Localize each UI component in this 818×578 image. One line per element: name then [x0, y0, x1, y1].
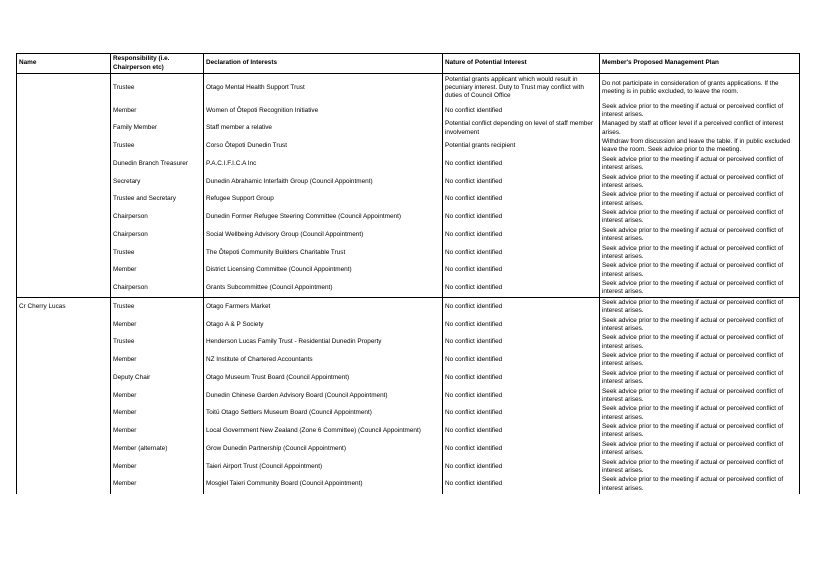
cell-nature: No conflict identified	[443, 476, 600, 494]
header-name: Name	[17, 54, 111, 74]
cell-responsibility: Trustee	[111, 138, 204, 156]
cell-name	[17, 120, 111, 138]
table-row	[17, 138, 800, 156]
cell-name	[17, 405, 111, 423]
cell-declaration: Otago Mental Health Support Trust	[204, 74, 443, 103]
cell-responsibility: Member	[111, 102, 204, 120]
cell-responsibility: Member	[111, 458, 204, 476]
cell-declaration: The Ōtepoti Community Builders Charitable Trust	[204, 244, 443, 262]
cell-declaration: Toitū Otago Settlers Museum Board (Council Appointment)	[204, 405, 443, 423]
cell-responsibility: Member	[111, 316, 204, 334]
cell-plan: Managed by staff at officer level if a perceived conflict of interest arises.	[600, 120, 800, 138]
cell-declaration: NZ Institute of Chartered Accountants	[204, 352, 443, 370]
cell-plan: Seek advice prior to the meeting if actual or perceived conflict of interest arises.	[600, 423, 800, 441]
cell-name	[17, 173, 111, 191]
cell-plan: Seek advice prior to the meeting if actual or perceived conflict of interest arises.	[600, 244, 800, 262]
table-row	[17, 209, 800, 227]
cell-nature: No conflict identified	[443, 262, 600, 280]
cell-plan: Seek advice prior to the meeting if actual or perceived conflict of interest arises.	[600, 262, 800, 280]
table-row	[17, 405, 800, 423]
cell-plan: Seek advice prior to the meeting if actual or perceived conflict of interest arises.	[600, 298, 800, 316]
cell-nature: No conflict identified	[443, 387, 600, 405]
cell-plan: Seek advice prior to the meeting if actual or perceived conflict of interest arises.	[600, 369, 800, 387]
header-declaration: Declaration of Interests	[204, 54, 443, 74]
cell-declaration: Social Wellbeing Advisory Group (Council Appointment)	[204, 226, 443, 244]
table-row	[17, 120, 800, 138]
table-row	[17, 369, 800, 387]
cell-nature: No conflict identified	[443, 244, 600, 262]
cell-nature: No conflict identified	[443, 209, 600, 227]
cell-nature: No conflict identified	[443, 369, 600, 387]
cell-name	[17, 74, 111, 103]
cell-declaration: Otago Museum Trust Board (Council Appointment)	[204, 369, 443, 387]
cell-name	[17, 138, 111, 156]
cell-nature: No conflict identified	[443, 226, 600, 244]
cell-name	[17, 209, 111, 227]
cell-nature: No conflict identified	[443, 102, 600, 120]
table-row	[17, 476, 800, 494]
cell-responsibility: Trustee	[111, 74, 204, 103]
cell-nature: No conflict identified	[443, 316, 600, 334]
cell-declaration: Otago A & P Society	[204, 316, 443, 334]
cell-plan: Seek advice prior to the meeting if actual or perceived conflict of interest arises.	[600, 334, 800, 352]
cell-responsibility: Deputy Chair	[111, 369, 204, 387]
cell-declaration: Grants Subcommittee (Council Appointment)	[204, 280, 443, 298]
cell-responsibility: Member	[111, 405, 204, 423]
cell-declaration: P.A.C.I.F.I.C.A Inc	[204, 155, 443, 173]
cell-declaration: Mosgiel Taieri Community Board (Council Appointment)	[204, 476, 443, 494]
cell-nature: No conflict identified	[443, 423, 600, 441]
cell-nature: Potential grants applicant which would result in pecuniary interest. Duty to Trust may conflict with duties of Council Office	[443, 74, 600, 103]
cell-responsibility: Chairperson	[111, 209, 204, 227]
cell-plan: Withdraw from discussion and leave the table. If in public excluded leave the room. Seek advice prior to the meeting.	[600, 138, 800, 156]
cell-name	[17, 387, 111, 405]
cell-responsibility: Member	[111, 423, 204, 441]
table-row	[17, 191, 800, 209]
table-row	[17, 387, 800, 405]
cell-plan: Seek advice prior to the meeting if actual or perceived conflict of interest arises.	[600, 226, 800, 244]
cell-plan: Seek advice prior to the meeting if actual or perceived conflict of interest arises.	[600, 173, 800, 191]
table-row	[17, 173, 800, 191]
cell-name	[17, 458, 111, 476]
header-responsibility: Responsibility (i.e. Chairperson etc)	[111, 54, 204, 74]
cell-declaration: Staff member a relative	[204, 120, 443, 138]
cell-plan: Seek advice prior to the meeting if actual or perceived conflict of interest arises.	[600, 458, 800, 476]
cell-responsibility: Member	[111, 262, 204, 280]
cell-name	[17, 423, 111, 441]
table-row	[17, 102, 800, 120]
cell-responsibility: Member (alternate)	[111, 440, 204, 458]
cell-responsibility: Family Member	[111, 120, 204, 138]
cell-declaration: Refugee Support Group	[204, 191, 443, 209]
cell-plan: Seek advice prior to the meeting if actual or perceived conflict of interest arises.	[600, 209, 800, 227]
header-row	[17, 54, 800, 74]
cell-plan: Seek advice prior to the meeting if actual or perceived conflict of interest arises.	[600, 476, 800, 494]
cell-responsibility: Member	[111, 352, 204, 370]
cell-nature: No conflict identified	[443, 191, 600, 209]
cell-responsibility: Chairperson	[111, 226, 204, 244]
table-row	[17, 334, 800, 352]
cell-declaration: Dunedin Chinese Garden Advisory Board (Council Appointment)	[204, 387, 443, 405]
cell-name	[17, 334, 111, 352]
cell-name	[17, 262, 111, 280]
cell-responsibility: Member	[111, 387, 204, 405]
cell-name	[17, 440, 111, 458]
cell-nature: No conflict identified	[443, 298, 600, 316]
cell-name: Cr Cherry Lucas	[17, 298, 111, 316]
header-plan: Member's Proposed Management Plan	[600, 54, 800, 74]
cell-name	[17, 476, 111, 494]
cell-declaration: Dunedin Abrahamic Interfaith Group (Council Appointment)	[204, 173, 443, 191]
cell-nature: No conflict identified	[443, 458, 600, 476]
cell-responsibility: Trustee	[111, 298, 204, 316]
table-row	[17, 74, 800, 103]
cell-plan: Seek advice prior to the meeting if actual or perceived conflict of interest arises.	[600, 102, 800, 120]
cell-declaration: Local Government New Zealand (Zone 6 Committee) (Council Appointment)	[204, 423, 443, 441]
cell-responsibility: Trustee	[111, 334, 204, 352]
cell-declaration: Women of Ōtepoti Recognition Initiative	[204, 102, 443, 120]
interests-register-table	[16, 53, 800, 494]
table-row	[17, 155, 800, 173]
cell-plan: Seek advice prior to the meeting if actual or perceived conflict of interest arises.	[600, 316, 800, 334]
cell-name	[17, 280, 111, 298]
cell-declaration: Grow Dunedin Partnership (Council Appointment)	[204, 440, 443, 458]
table-row	[17, 244, 800, 262]
cell-responsibility: Member	[111, 476, 204, 494]
cell-declaration: Taieri Airport Trust (Council Appointment)	[204, 458, 443, 476]
cell-plan: Seek advice prior to the meeting if actual or perceived conflict of interest arises.	[600, 155, 800, 173]
cell-plan: Seek advice prior to the meeting if actual or perceived conflict of interest arises.	[600, 280, 800, 298]
cell-name	[17, 352, 111, 370]
cell-responsibility: Secretary	[111, 173, 204, 191]
cell-nature: No conflict identified	[443, 280, 600, 298]
cell-declaration: Henderson Lucas Family Trust - Residential Dunedin Property	[204, 334, 443, 352]
cell-declaration: Otago Farmers Market	[204, 298, 443, 316]
cell-declaration: Dunedin Former Refugee Steering Committee (Council Appointment)	[204, 209, 443, 227]
cell-plan: Do not participate in consideration of grants applications. If the meeting is in public excluded, to leave the room.	[600, 74, 800, 103]
cell-declaration: District Licensing Committee (Council Appointment)	[204, 262, 443, 280]
cell-name	[17, 102, 111, 120]
table-row	[17, 440, 800, 458]
table-row	[17, 298, 800, 316]
cell-nature: No conflict identified	[443, 173, 600, 191]
cell-nature: No conflict identified	[443, 352, 600, 370]
table-row	[17, 316, 800, 334]
table-row	[17, 280, 800, 298]
cell-name	[17, 316, 111, 334]
cell-name	[17, 369, 111, 387]
cell-name	[17, 244, 111, 262]
cell-nature: No conflict identified	[443, 440, 600, 458]
table-row	[17, 226, 800, 244]
cell-nature: No conflict identified	[443, 334, 600, 352]
cell-name	[17, 155, 111, 173]
cell-nature: Potential grants recipient	[443, 138, 600, 156]
cell-nature: Potential conflict depending on level of staff member involvement	[443, 120, 600, 138]
cell-responsibility: Dunedin Branch Treasurer	[111, 155, 204, 173]
cell-plan: Seek advice prior to the meeting if actual or perceived conflict of interest arises.	[600, 352, 800, 370]
cell-nature: No conflict identified	[443, 155, 600, 173]
cell-responsibility: Trustee	[111, 244, 204, 262]
cell-plan: Seek advice prior to the meeting if actual or perceived conflict of interest arises.	[600, 405, 800, 423]
cell-plan: Seek advice prior to the meeting if actual or perceived conflict of interest arises.	[600, 440, 800, 458]
table-row	[17, 458, 800, 476]
cell-responsibility: Trustee and Secretary	[111, 191, 204, 209]
table-row	[17, 262, 800, 280]
cell-name	[17, 191, 111, 209]
cell-nature: No conflict identified	[443, 405, 600, 423]
cell-responsibility: Chairperson	[111, 280, 204, 298]
header-nature: Nature of Potential Interest	[443, 54, 600, 74]
cell-declaration: Corso Ōtepoti Dunedin Trust	[204, 138, 443, 156]
cell-name	[17, 226, 111, 244]
cell-plan: Seek advice prior to the meeting if actual or perceived conflict of interest arises.	[600, 191, 800, 209]
cell-plan: Seek advice prior to the meeting if actual or perceived conflict of interest arises.	[600, 387, 800, 405]
table-row	[17, 423, 800, 441]
table-row	[17, 352, 800, 370]
